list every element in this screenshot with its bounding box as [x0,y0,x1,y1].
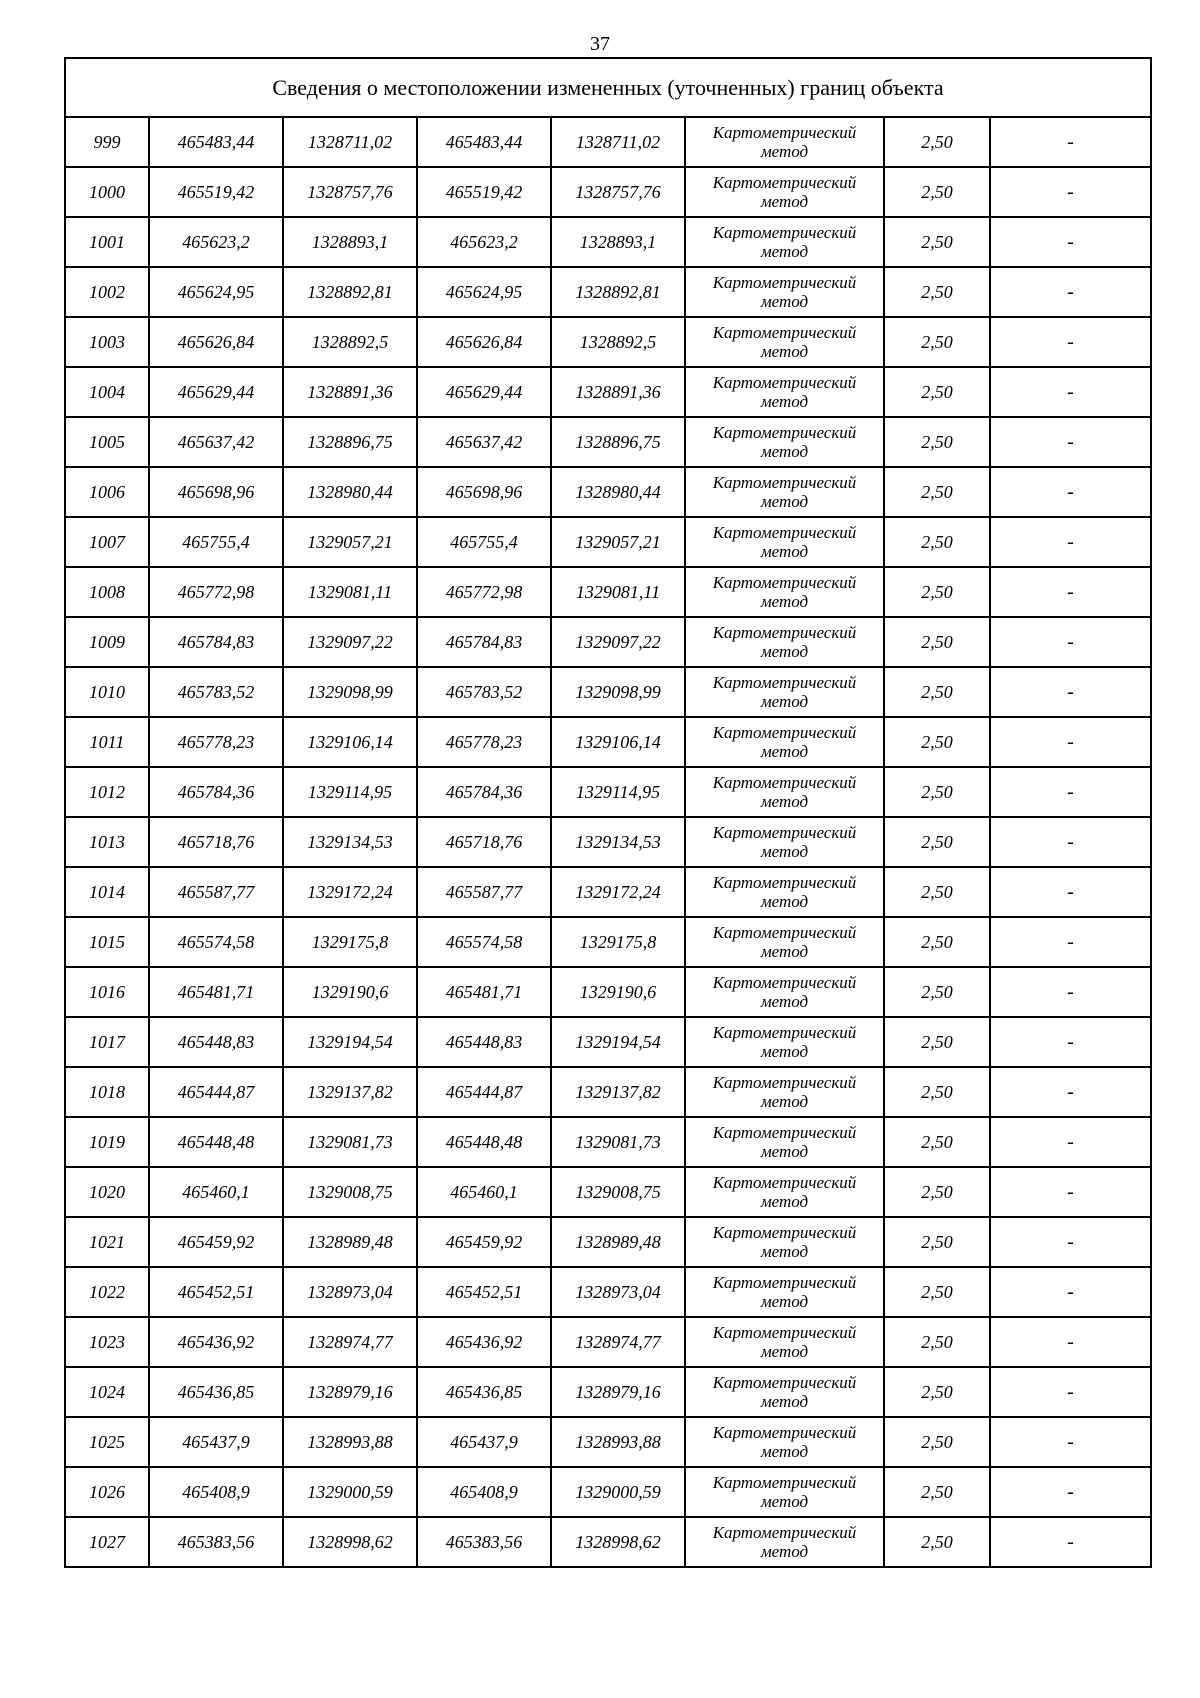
table-row [65,217,1151,267]
method-cell: Картометрический метод [685,1317,884,1367]
note-cell: - [990,667,1151,717]
accuracy-cell: 2,50 [884,967,990,1017]
refined-x-cell: 465444,87 [417,1067,551,1117]
existing-y-cell: 1329137,82 [283,1067,417,1117]
table-row [65,767,1151,817]
existing-x-cell: 465698,96 [149,467,283,517]
accuracy-cell: 2,50 [884,567,990,617]
method-cell: Картометрический метод [685,467,884,517]
existing-x-cell: 465784,36 [149,767,283,817]
existing-y-cell: 1328979,16 [283,1367,417,1417]
method-cell: Картометрический метод [685,1017,884,1067]
existing-y-cell: 1329081,11 [283,567,417,617]
refined-y-cell: 1329057,21 [551,517,685,567]
existing-y-cell: 1328893,1 [283,217,417,267]
refined-x-cell: 465784,36 [417,767,551,817]
note-cell: - [990,417,1151,467]
table-row [65,1017,1151,1067]
existing-x-cell: 465626,84 [149,317,283,367]
accuracy-cell: 2,50 [884,1517,990,1567]
existing-x-cell: 465623,2 [149,217,283,267]
refined-x-cell: 465481,71 [417,967,551,1017]
existing-y-cell: 1328989,48 [283,1217,417,1267]
table-row [65,1517,1151,1567]
note-cell: - [990,1517,1151,1567]
existing-x-cell: 465483,44 [149,117,283,167]
table-row [65,417,1151,467]
table-row [65,717,1151,767]
existing-y-cell: 1329008,75 [283,1167,417,1217]
method-cell: Картометрический метод [685,917,884,967]
method-cell: Картометрический метод [685,1217,884,1267]
existing-x-cell: 465574,58 [149,917,283,967]
accuracy-cell: 2,50 [884,717,990,767]
existing-x-cell: 465755,4 [149,517,283,567]
note-cell: - [990,1367,1151,1417]
table-row [65,317,1151,367]
note-cell: - [990,717,1151,767]
method-cell: Картометрический метод [685,1067,884,1117]
existing-x-cell: 465624,95 [149,267,283,317]
method-cell: Картометрический метод [685,1367,884,1417]
accuracy-cell: 2,50 [884,1067,990,1117]
refined-x-cell: 465436,85 [417,1367,551,1417]
method-cell: Картометрический метод [685,417,884,467]
method-cell: Картометрический метод [685,267,884,317]
method-cell: Картометрический метод [685,167,884,217]
existing-x-cell: 465444,87 [149,1067,283,1117]
accuracy-cell: 2,50 [884,317,990,367]
point-number-cell: 1027 [65,1517,149,1567]
existing-y-cell: 1329114,95 [283,767,417,817]
note-cell: - [990,767,1151,817]
existing-y-cell: 1328973,04 [283,1267,417,1317]
refined-x-cell: 465408,9 [417,1467,551,1517]
note-cell: - [990,117,1151,167]
existing-y-cell: 1329175,8 [283,917,417,967]
existing-y-cell: 1328757,76 [283,167,417,217]
point-number-cell: 1010 [65,667,149,717]
accuracy-cell: 2,50 [884,367,990,417]
refined-x-cell: 465772,98 [417,567,551,617]
refined-y-cell: 1329097,22 [551,617,685,667]
table-title: Сведения о местоположении измененных (уточненных) границ объекта [65,58,1151,117]
refined-y-cell: 1329194,54 [551,1017,685,1067]
table-row [65,1367,1151,1417]
refined-y-cell: 1329114,95 [551,767,685,817]
method-cell: Картометрический метод [685,1117,884,1167]
existing-y-cell: 1328892,81 [283,267,417,317]
point-number-cell: 1015 [65,917,149,967]
refined-y-cell: 1329098,99 [551,667,685,717]
existing-y-cell: 1329081,73 [283,1117,417,1167]
table-row [65,167,1151,217]
note-cell: - [990,1167,1151,1217]
refined-y-cell: 1329190,6 [551,967,685,1017]
method-cell: Картометрический метод [685,217,884,267]
point-number-cell: 1020 [65,1167,149,1217]
accuracy-cell: 2,50 [884,1267,990,1317]
accuracy-cell: 2,50 [884,217,990,267]
existing-x-cell: 465772,98 [149,567,283,617]
refined-y-cell: 1328757,76 [551,167,685,217]
point-number-cell: 1007 [65,517,149,567]
refined-y-cell: 1329000,59 [551,1467,685,1517]
existing-y-cell: 1329190,6 [283,967,417,1017]
note-cell: - [990,617,1151,667]
table-body [65,117,1151,1567]
method-cell: Картометрический метод [685,667,884,717]
refined-y-cell: 1328973,04 [551,1267,685,1317]
note-cell: - [990,317,1151,367]
refined-x-cell: 465448,83 [417,1017,551,1067]
refined-y-cell: 1328892,81 [551,267,685,317]
refined-x-cell: 465629,44 [417,367,551,417]
refined-x-cell: 465448,48 [417,1117,551,1167]
refined-x-cell: 465574,58 [417,917,551,967]
note-cell: - [990,1417,1151,1467]
accuracy-cell: 2,50 [884,167,990,217]
refined-x-cell: 465637,42 [417,417,551,467]
existing-x-cell: 465778,23 [149,717,283,767]
method-cell: Картометрический метод [685,1417,884,1467]
note-cell: - [990,267,1151,317]
refined-x-cell: 465698,96 [417,467,551,517]
existing-y-cell: 1328891,36 [283,367,417,417]
method-cell: Картометрический метод [685,567,884,617]
note-cell: - [990,1217,1151,1267]
point-number-cell: 1004 [65,367,149,417]
accuracy-cell: 2,50 [884,117,990,167]
refined-x-cell: 465452,51 [417,1267,551,1317]
point-number-cell: 1021 [65,1217,149,1267]
note-cell: - [990,1467,1151,1517]
accuracy-cell: 2,50 [884,417,990,467]
note-cell: - [990,917,1151,967]
existing-y-cell: 1328974,77 [283,1317,417,1367]
accuracy-cell: 2,50 [884,1017,990,1067]
point-number-cell: 1011 [65,717,149,767]
point-number-cell: 1017 [65,1017,149,1067]
accuracy-cell: 2,50 [884,667,990,717]
refined-y-cell: 1329106,14 [551,717,685,767]
accuracy-cell: 2,50 [884,1317,990,1367]
coordinates-table-wrapper [64,57,1150,1568]
existing-y-cell: 1328896,75 [283,417,417,467]
point-number-cell: 1022 [65,1267,149,1317]
accuracy-cell: 2,50 [884,517,990,567]
method-cell: Картометрический метод [685,317,884,367]
point-number-cell: 1023 [65,1317,149,1367]
existing-x-cell: 465460,1 [149,1167,283,1217]
point-number-cell: 1014 [65,867,149,917]
note-cell: - [990,567,1151,617]
point-number-cell: 1018 [65,1067,149,1117]
refined-x-cell: 465483,44 [417,117,551,167]
existing-x-cell: 465437,9 [149,1417,283,1467]
refined-y-cell: 1328892,5 [551,317,685,367]
existing-x-cell: 465408,9 [149,1467,283,1517]
table-row [65,1067,1151,1117]
refined-y-cell: 1328893,1 [551,217,685,267]
point-number-cell: 999 [65,117,149,167]
coordinates-table [64,57,1152,1568]
point-number-cell: 1005 [65,417,149,467]
existing-x-cell: 465481,71 [149,967,283,1017]
table-row [65,917,1151,967]
table-row [65,967,1151,1017]
existing-x-cell: 465459,92 [149,1217,283,1267]
refined-y-cell: 1328993,88 [551,1417,685,1467]
refined-x-cell: 465459,92 [417,1217,551,1267]
accuracy-cell: 2,50 [884,917,990,967]
existing-x-cell: 465436,92 [149,1317,283,1367]
table-row [65,467,1151,517]
note-cell: - [990,967,1151,1017]
refined-y-cell: 1328989,48 [551,1217,685,1267]
refined-y-cell: 1329137,82 [551,1067,685,1117]
table-row [65,1417,1151,1467]
existing-y-cell: 1328980,44 [283,467,417,517]
refined-y-cell: 1329081,73 [551,1117,685,1167]
note-cell: - [990,1067,1151,1117]
existing-x-cell: 465448,48 [149,1117,283,1167]
refined-x-cell: 465778,23 [417,717,551,767]
accuracy-cell: 2,50 [884,267,990,317]
accuracy-cell: 2,50 [884,617,990,667]
accuracy-cell: 2,50 [884,817,990,867]
point-number-cell: 1000 [65,167,149,217]
refined-x-cell: 465437,9 [417,1417,551,1467]
point-number-cell: 1003 [65,317,149,367]
refined-x-cell: 465436,92 [417,1317,551,1367]
refined-x-cell: 465784,83 [417,617,551,667]
page-number: 37 [590,33,610,55]
accuracy-cell: 2,50 [884,767,990,817]
accuracy-cell: 2,50 [884,1367,990,1417]
existing-x-cell: 465629,44 [149,367,283,417]
note-cell: - [990,817,1151,867]
existing-y-cell: 1329097,22 [283,617,417,667]
accuracy-cell: 2,50 [884,1217,990,1267]
note-cell: - [990,1117,1151,1167]
existing-y-cell: 1329000,59 [283,1467,417,1517]
table-row [65,117,1151,167]
note-cell: - [990,517,1151,567]
existing-y-cell: 1329106,14 [283,717,417,767]
note-cell: - [990,167,1151,217]
method-cell: Картометрический метод [685,1517,884,1567]
existing-y-cell: 1328892,5 [283,317,417,367]
table-row [65,1267,1151,1317]
method-cell: Картометрический метод [685,367,884,417]
point-number-cell: 1008 [65,567,149,617]
note-cell: - [990,1017,1151,1067]
accuracy-cell: 2,50 [884,867,990,917]
table-row [65,817,1151,867]
method-cell: Картометрический метод [685,517,884,567]
table-row [65,667,1151,717]
method-cell: Картометрический метод [685,967,884,1017]
existing-x-cell: 465452,51 [149,1267,283,1317]
table-row [65,567,1151,617]
point-number-cell: 1013 [65,817,149,867]
existing-y-cell: 1329172,24 [283,867,417,917]
table-row [65,1317,1151,1367]
refined-x-cell: 465783,52 [417,667,551,717]
table-row [65,867,1151,917]
table-row [65,1117,1151,1167]
table-row [65,1217,1151,1267]
method-cell: Картометрический метод [685,817,884,867]
existing-x-cell: 465718,76 [149,817,283,867]
method-cell: Картометрический метод [685,1267,884,1317]
accuracy-cell: 2,50 [884,1167,990,1217]
refined-x-cell: 465624,95 [417,267,551,317]
method-cell: Картометрический метод [685,1467,884,1517]
refined-y-cell: 1328998,62 [551,1517,685,1567]
point-number-cell: 1009 [65,617,149,667]
refined-x-cell: 465587,77 [417,867,551,917]
refined-y-cell: 1328711,02 [551,117,685,167]
point-number-cell: 1001 [65,217,149,267]
note-cell: - [990,467,1151,517]
existing-x-cell: 465383,56 [149,1517,283,1567]
point-number-cell: 1025 [65,1417,149,1467]
point-number-cell: 1002 [65,267,149,317]
refined-x-cell: 465755,4 [417,517,551,567]
refined-x-cell: 465519,42 [417,167,551,217]
existing-y-cell: 1329057,21 [283,517,417,567]
accuracy-cell: 2,50 [884,467,990,517]
method-cell: Картометрический метод [685,767,884,817]
existing-y-cell: 1328711,02 [283,117,417,167]
refined-x-cell: 465460,1 [417,1167,551,1217]
point-number-cell: 1019 [65,1117,149,1167]
refined-y-cell: 1329081,11 [551,567,685,617]
note-cell: - [990,867,1151,917]
point-number-cell: 1026 [65,1467,149,1517]
table-row [65,517,1151,567]
point-number-cell: 1006 [65,467,149,517]
refined-y-cell: 1328980,44 [551,467,685,517]
refined-x-cell: 465623,2 [417,217,551,267]
table-row [65,267,1151,317]
existing-y-cell: 1328993,88 [283,1417,417,1467]
note-cell: - [990,1317,1151,1367]
note-cell: - [990,367,1151,417]
table-row [65,1167,1151,1217]
accuracy-cell: 2,50 [884,1117,990,1167]
refined-x-cell: 465383,56 [417,1517,551,1567]
refined-y-cell: 1329134,53 [551,817,685,867]
note-cell: - [990,1267,1151,1317]
method-cell: Картометрический метод [685,117,884,167]
note-cell: - [990,217,1151,267]
refined-y-cell: 1328891,36 [551,367,685,417]
accuracy-cell: 2,50 [884,1417,990,1467]
existing-y-cell: 1328998,62 [283,1517,417,1567]
method-cell: Картометрический метод [685,617,884,667]
table-row [65,367,1151,417]
refined-y-cell: 1328896,75 [551,417,685,467]
existing-x-cell: 465637,42 [149,417,283,467]
existing-x-cell: 465436,85 [149,1367,283,1417]
method-cell: Картометрический метод [685,1167,884,1217]
existing-x-cell: 465783,52 [149,667,283,717]
existing-x-cell: 465448,83 [149,1017,283,1067]
refined-x-cell: 465718,76 [417,817,551,867]
table-row [65,617,1151,667]
refined-y-cell: 1328974,77 [551,1317,685,1367]
refined-y-cell: 1329008,75 [551,1167,685,1217]
refined-y-cell: 1328979,16 [551,1367,685,1417]
existing-y-cell: 1329098,99 [283,667,417,717]
point-number-cell: 1012 [65,767,149,817]
point-number-cell: 1024 [65,1367,149,1417]
refined-y-cell: 1329172,24 [551,867,685,917]
method-cell: Картометрический метод [685,867,884,917]
existing-x-cell: 465784,83 [149,617,283,667]
method-cell: Картометрический метод [685,717,884,767]
existing-y-cell: 1329194,54 [283,1017,417,1067]
table-row [65,1467,1151,1517]
point-number-cell: 1016 [65,967,149,1017]
refined-x-cell: 465626,84 [417,317,551,367]
accuracy-cell: 2,50 [884,1467,990,1517]
existing-y-cell: 1329134,53 [283,817,417,867]
refined-y-cell: 1329175,8 [551,917,685,967]
existing-x-cell: 465587,77 [149,867,283,917]
existing-x-cell: 465519,42 [149,167,283,217]
